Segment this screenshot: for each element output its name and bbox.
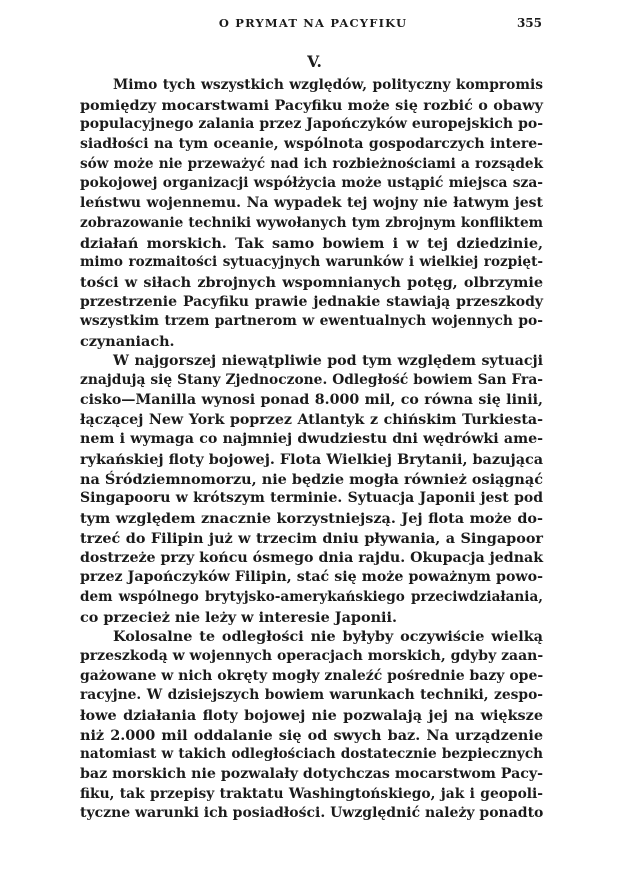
text-line: Mimo tych wszystkich względów, polityczny kompromis xyxy=(113,77,543,93)
text-line: czynaniach. xyxy=(80,332,175,350)
text-line: mimo rozmaitości sytuacyjnych warunków i wielkiej rozpięt- xyxy=(80,254,543,271)
running-title: O PRYMAT NA PACYFIKU xyxy=(218,16,408,30)
text-line: działań morskich. Tak samo bowiem i w tej dziedzinie, xyxy=(80,234,543,252)
text-line: pokojowej organizacji współżycia może ustąpić miejsca sza- xyxy=(80,175,543,192)
text-line: baz morskich nie pozwalały dotychczas mocarstwom Pacy- xyxy=(80,766,544,783)
text-line: przeszkodą w wojennych operacjach morskich, gdyby zaan- xyxy=(80,647,544,664)
body-text xyxy=(80,76,543,824)
text-line: racyjne. W dzisiejszych bowiem warunkach techniki, zespo- xyxy=(80,687,543,704)
page-header xyxy=(84,16,542,36)
text-line: trzeć do Filipin już w trzecim dniu pływania, a Singapoor xyxy=(80,529,543,547)
text-line: W najgorszej niewątpliwie pod tym względem sytuacji xyxy=(113,352,543,369)
text-line: na Śródziemnomorzu, nie będzie mogła również osiągnąć xyxy=(80,470,543,488)
paragraph xyxy=(80,76,543,352)
text-line: natomiast w takich odległościach dostatecznie bezpiecznych xyxy=(80,746,543,763)
text-line: populacyjnego zalania przez Japończyków europejskich po- xyxy=(80,116,543,133)
page-number: 355 xyxy=(516,16,542,30)
text-line: cisko—Manilla wynosi ponad 8.000 mil, co równa się linii, xyxy=(80,392,543,408)
text-line: co przecież nie leży w interesie Japonii. xyxy=(80,608,397,626)
text-line: tyczne warunki ich posiadłości. Uwzględnić należy ponadto xyxy=(80,805,544,822)
text-line: Singapooru w krótszym terminie. Sytuacja Japonii jest pod xyxy=(80,490,543,507)
text-line: fiku, tak przepisy traktatu Washingtońskiego, jak i geopoli- xyxy=(80,785,543,802)
text-line: zobrazowanie techniki wywołanych tym zbrojnym konfliktem xyxy=(80,214,543,231)
text-line: znajdują się Stany Zjednoczone. Odległość bowiem San Fra- xyxy=(80,372,543,389)
text-line: przestrzenie Pacyfiku prawie jednakie stawiają przeszkody xyxy=(80,293,543,310)
text-line: dostrzeże przy końcu ósmego dnia rajdu. Okupacja jednak xyxy=(80,549,544,566)
text-line: rykańskiej floty bojowej. Flota Wielkiej Brytanii, bazująca xyxy=(80,451,544,469)
text-line: niż 2.000 mil oddalanie się od swych baz. Na urządzenie xyxy=(80,726,543,744)
section-heading: V. xyxy=(307,52,322,71)
text-line: Kolosalne te odległości nie byłyby oczywiście wielką xyxy=(113,628,543,646)
paragraph xyxy=(80,352,543,628)
paragraph xyxy=(80,627,543,824)
text-line: pomiędzy mocarstwami Pacyfiku może się rozbić o obawy xyxy=(80,96,543,114)
text-line: gażowane w nich okręty mogły znaleźć pośrednie bazy ope- xyxy=(80,667,544,684)
text-line: siadłości na tym oceanie, wspólnota gospodarczych intere- xyxy=(80,136,543,153)
text-line: łowe działania floty bojowej nie pozwalają jej na większe xyxy=(80,707,543,724)
text-line: tym względem znacznie korzystniejszą. Jej flota może do- xyxy=(80,510,543,528)
text-line: nem i wymaga co najmniej dwudziestu dni wędrówki ame- xyxy=(80,431,543,448)
text-line: dem wspólnego brytyjsko-amerykańskiego przeciwdziałania, xyxy=(80,588,543,605)
text-line: sów może nie przeważyć nad ich rozbieżnościami a rozsądek xyxy=(80,155,543,172)
text-line: łączącej New York poprzez Atlantyk z chińskim Turkiesta- xyxy=(80,411,543,428)
text-line: wszystkim trzem partnerom w ewentualnych wojennych po- xyxy=(80,313,543,330)
text-line: leństwu wojennemu. Na wypadek tej wojny nie łatwym jest xyxy=(80,195,543,212)
text-line: przez Japończyków Filipin, stać się może poważnym powo- xyxy=(80,569,543,586)
text-line: tości w siłach zbrojnych wspomnianych potęg, olbrzymie xyxy=(80,273,543,291)
